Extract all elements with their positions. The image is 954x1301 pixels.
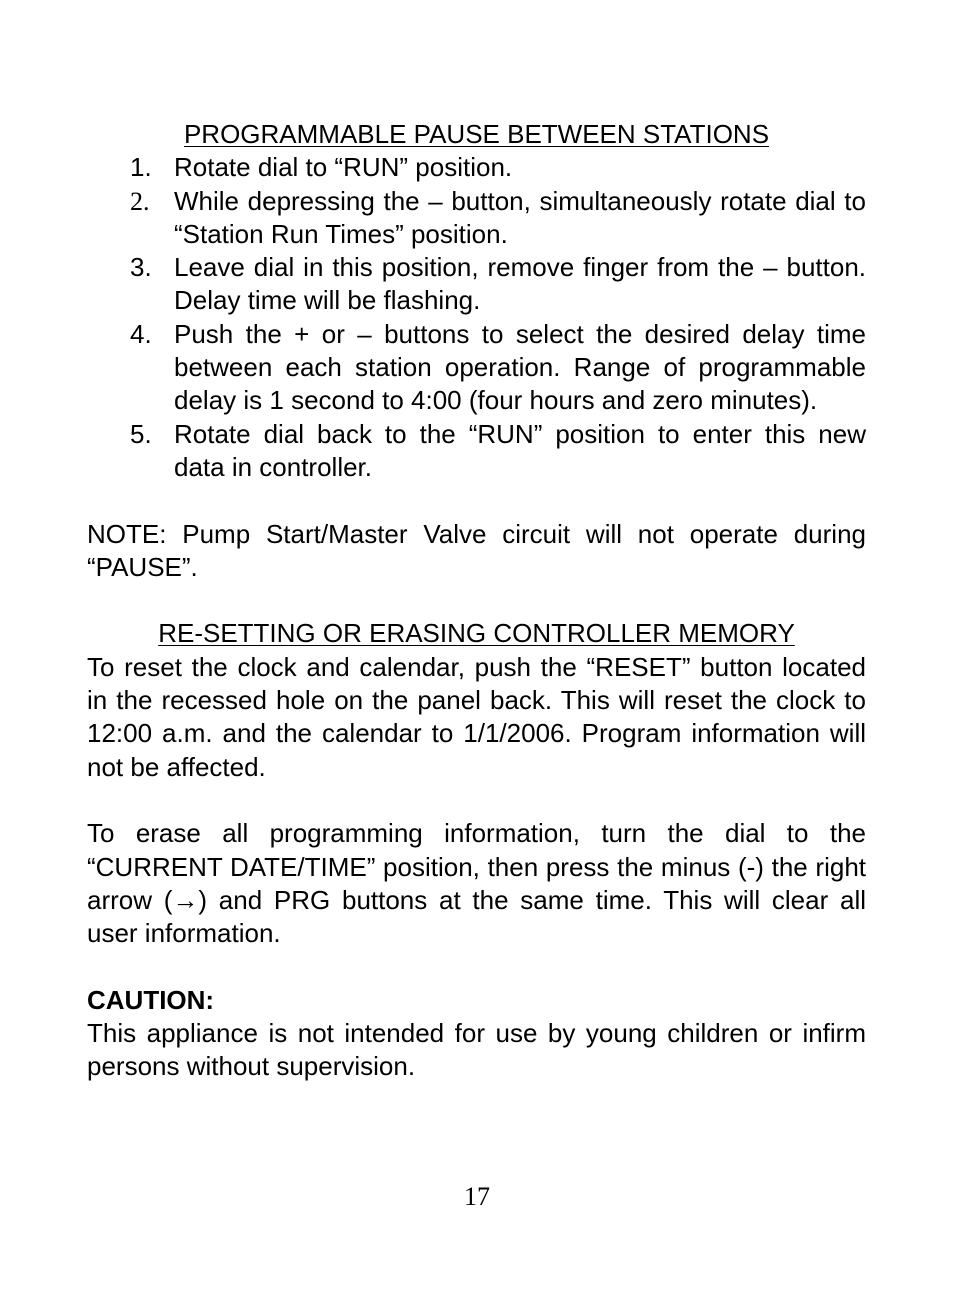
step-text: Rotate dial back to the “RUN” position to enter this new data in controller. bbox=[174, 418, 866, 482]
list-item bbox=[130, 418, 866, 485]
spacer bbox=[87, 950, 866, 983]
step-text: While depressing the – button, simultaneously rotate dial to “Station Run Times” position. bbox=[174, 185, 866, 249]
list-item bbox=[130, 185, 866, 252]
erase-paragraph: To erase all programming information, turn the dial to the “CURRENT DATE/TIME” position, then press the minus (-) the right arrow (→) and PRG buttons at the same time. This will clear all user information. bbox=[87, 818, 866, 949]
spacer bbox=[87, 784, 866, 817]
page-number: 17 bbox=[464, 1182, 490, 1211]
step-number: 5. bbox=[130, 418, 152, 449]
step-text: Rotate dial to “RUN” position. bbox=[174, 152, 513, 183]
step-number: 1. bbox=[130, 152, 152, 183]
steps-list bbox=[87, 151, 866, 484]
step-text: Push the + or – buttons to select the desired delay time between each station operation. Range of programmable delay is 1 second to 4:00 (four hours and zero minutes). bbox=[174, 318, 866, 416]
caution-paragraph: This appliance is not intended for use by young children or infirm persons without supervision. bbox=[87, 1018, 866, 1082]
step-number: 3. bbox=[130, 252, 152, 283]
section-heading-reset-memory: RE-SETTING OR ERASING CONTROLLER MEMORY bbox=[158, 618, 795, 649]
list-item bbox=[130, 251, 866, 318]
reset-paragraph: To reset the clock and calendar, push the “RESET” button located in the recessed hole on the panel back. This will reset the clock to 12:00 a.m. and the calendar to 1/1/2006. Program information will not be affected. bbox=[87, 651, 866, 782]
spacer bbox=[87, 584, 866, 617]
manual-page bbox=[87, 118, 866, 1084]
note-paragraph: NOTE: Pump Start/Master Valve circuit will not operate during “PAUSE”. bbox=[87, 518, 866, 582]
list-item bbox=[130, 318, 866, 418]
step-text: Leave dial in this position, remove finger from the – button. Delay time will be flashing. bbox=[174, 252, 866, 316]
spacer bbox=[87, 484, 866, 517]
caution-title: CAUTION: bbox=[87, 984, 215, 1015]
step-number: 2. bbox=[130, 186, 150, 216]
step-number: 4. bbox=[130, 318, 152, 349]
section-heading-programmable-pause: PROGRAMMABLE PAUSE BETWEEN STATIONS bbox=[183, 119, 770, 149]
list-item bbox=[130, 151, 866, 184]
